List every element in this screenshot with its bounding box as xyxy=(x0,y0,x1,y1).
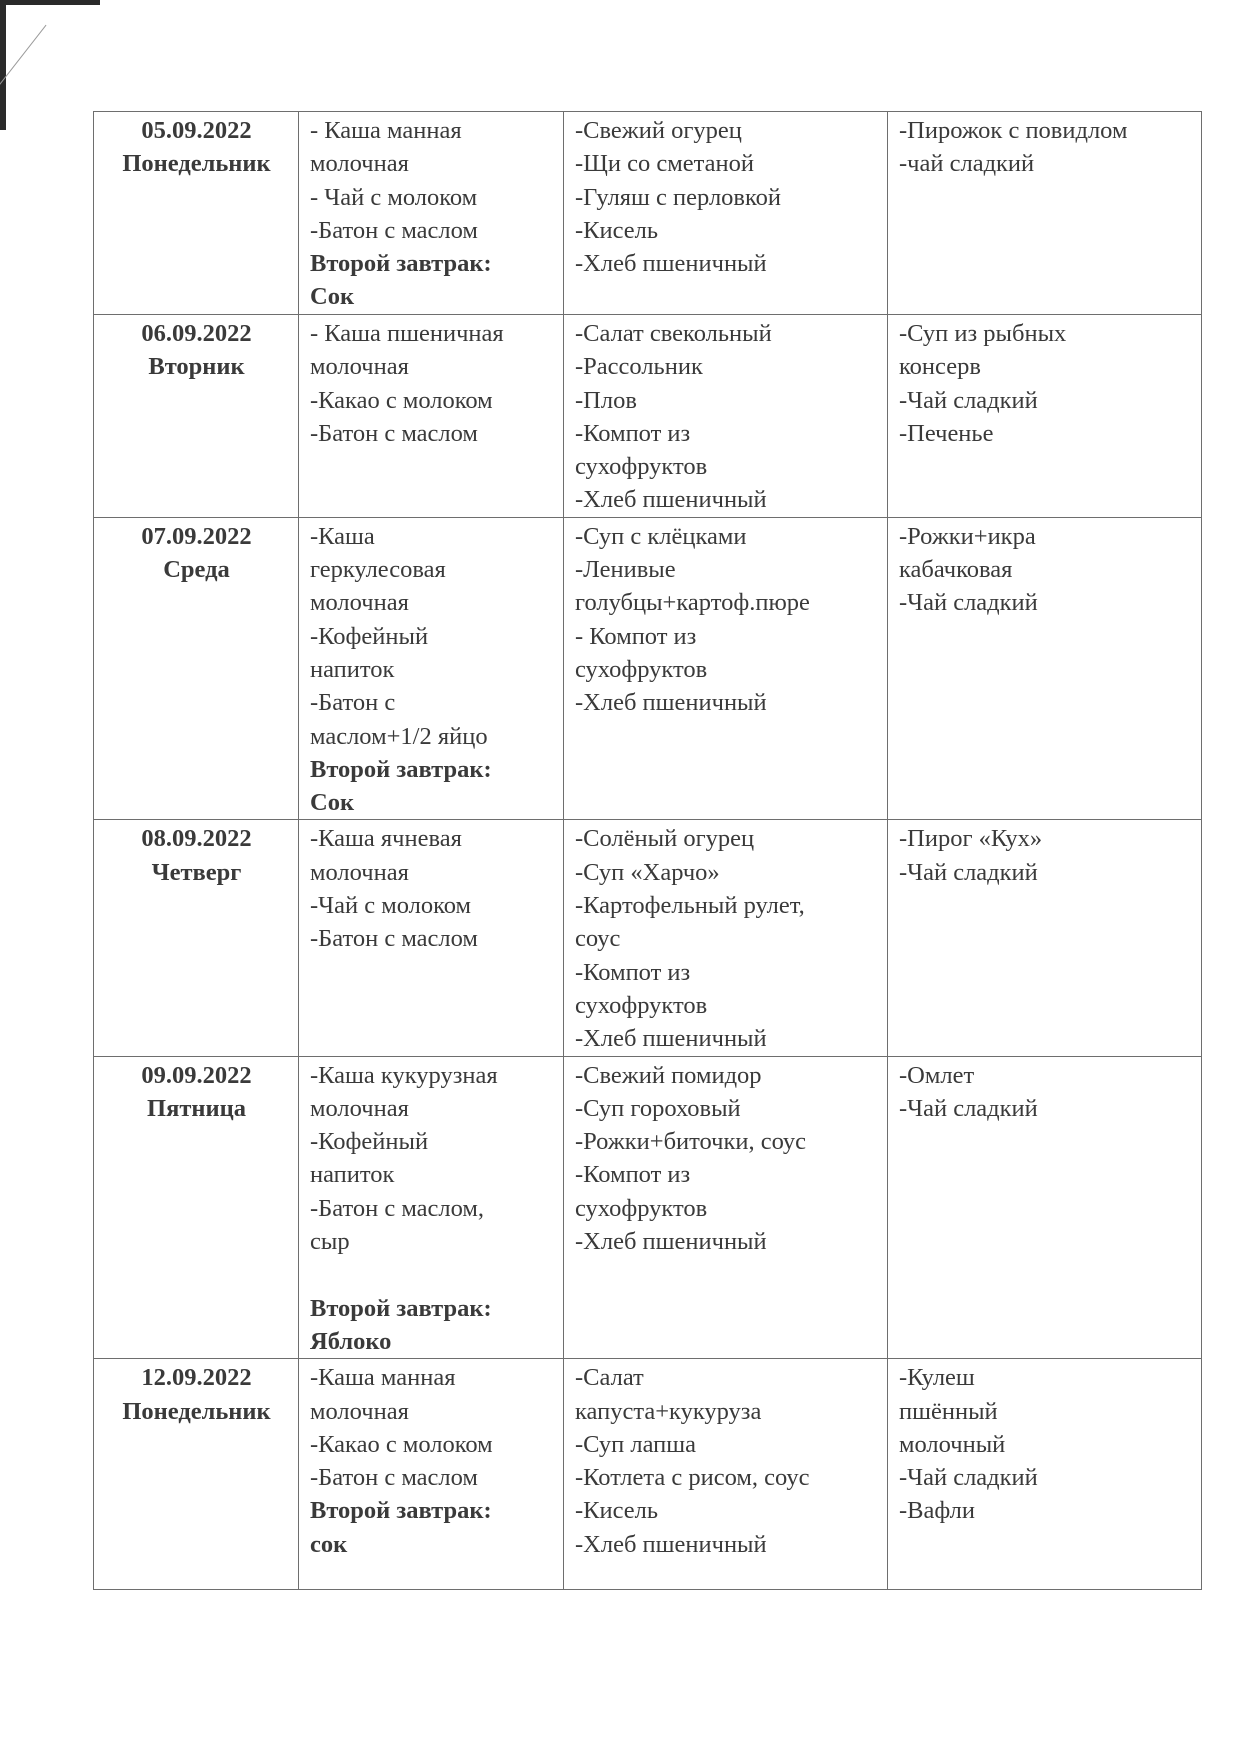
second-breakfast-item: сок xyxy=(310,1530,348,1558)
menu-item: -Суп гороховый xyxy=(575,1094,741,1122)
menu-item: напиток xyxy=(310,655,395,683)
menu-item: -Батон с xyxy=(310,689,396,717)
menu-item: -Хлеб пшеничный xyxy=(575,689,767,717)
menu-item: молочный xyxy=(899,1430,1006,1458)
breakfast-cell xyxy=(299,820,564,1056)
menu-item: -Рассольник xyxy=(575,353,703,381)
menu-item: соус xyxy=(575,925,621,953)
scan-artifact xyxy=(0,25,46,144)
date: 08.09.2022 xyxy=(141,825,252,853)
menu-item: сухофруктов xyxy=(575,453,708,481)
menu-item: -Суп «Харчо» xyxy=(575,858,720,886)
menu-item: -Чай сладкий xyxy=(899,858,1038,886)
menu-item: -Каша xyxy=(310,522,375,550)
breakfast-cell xyxy=(299,112,564,315)
menu-item: -Суп с клёцками xyxy=(575,522,747,550)
snack-cell xyxy=(888,112,1202,315)
menu-item: -Компот из xyxy=(575,958,691,986)
date: 09.09.2022 xyxy=(141,1061,252,1089)
menu-item: -Чай сладкий xyxy=(899,1094,1038,1122)
menu-item: сухофруктов xyxy=(575,991,708,1019)
menu-item: -Рожки+икра xyxy=(899,522,1036,550)
date: 05.09.2022 xyxy=(141,117,252,144)
menu-item: -Омлет xyxy=(899,1061,975,1089)
lunch-cell xyxy=(564,820,888,1056)
menu-item: -Печенье xyxy=(899,419,994,447)
second-breakfast-label: Второй завтрак: xyxy=(310,1294,492,1322)
menu-item: -Свежий огурец xyxy=(575,117,742,144)
menu-item: сыр xyxy=(310,1228,350,1256)
menu-item: -Гуляш с перловкой xyxy=(575,183,782,211)
menu-item: -чай сладкий xyxy=(899,150,1035,178)
day-cell xyxy=(94,1056,299,1359)
menu-item: -Кисель xyxy=(575,1497,659,1525)
day-cell xyxy=(94,820,299,1056)
menu-item: -Кулеш xyxy=(899,1364,975,1392)
menu-item: -Свежий помидор xyxy=(575,1061,762,1089)
weekday: Вторник xyxy=(148,353,245,381)
menu-item: молочная xyxy=(310,858,409,886)
day-cell xyxy=(94,112,299,315)
menu-item: молочная xyxy=(310,1397,409,1425)
breakfast-cell xyxy=(299,315,564,518)
menu-item: молочная xyxy=(310,353,409,381)
date: 12.09.2022 xyxy=(141,1364,252,1392)
menu-item: -Ленивые xyxy=(575,556,676,584)
weekday: Пятница xyxy=(147,1094,246,1122)
menu-row xyxy=(94,820,1202,1056)
menu-item: -Каша манная xyxy=(310,1364,456,1392)
menu-item: -Суп лапша xyxy=(575,1430,697,1458)
menu-item: -Каша кукурузная xyxy=(310,1061,498,1089)
menu-item: -Какао с молоком xyxy=(310,386,493,414)
menu-item: -Батон с маслом xyxy=(310,216,478,244)
lunch-cell xyxy=(564,517,888,820)
menu-item: -Каша ячневая xyxy=(310,825,462,853)
menu-table xyxy=(93,111,1202,1590)
day-cell xyxy=(94,517,299,820)
snack-cell xyxy=(888,517,1202,820)
menu-item: маслом+1/2 яйцо xyxy=(310,722,488,750)
breakfast-cell xyxy=(299,1359,564,1590)
menu-row xyxy=(94,1359,1202,1590)
snack-cell xyxy=(888,820,1202,1056)
menu-item: сухофруктов xyxy=(575,1194,708,1222)
menu-item: молочная xyxy=(310,589,409,617)
menu-row xyxy=(94,315,1202,518)
breakfast-cell xyxy=(299,1056,564,1359)
menu-item: -Пирог «Кух» xyxy=(899,825,1043,853)
menu-item: голубцы+картоф.пюре xyxy=(575,589,810,617)
menu-item: -Батон с маслом xyxy=(310,925,478,953)
breakfast-cell xyxy=(299,517,564,820)
snack-cell xyxy=(888,315,1202,518)
second-breakfast-label: Второй завтрак: xyxy=(310,1497,492,1525)
menu-item: -Щи со сметаной xyxy=(575,150,754,178)
menu-item: -Котлета с рисом, соус xyxy=(575,1464,810,1492)
date: 07.09.2022 xyxy=(141,522,252,550)
menu-item: молочная xyxy=(310,1094,409,1122)
menu-item: -Чай сладкий xyxy=(899,589,1038,617)
lunch-cell xyxy=(564,1056,888,1359)
menu-item: -Салат свекольный xyxy=(575,320,772,347)
menu-item: -Компот из xyxy=(575,419,691,447)
menu-item: -Кофейный xyxy=(310,622,429,650)
menu-item: капуста+кукуруза xyxy=(575,1397,762,1425)
scan-artifact xyxy=(0,0,100,5)
menu-item: -Батон с маслом xyxy=(310,419,478,447)
second-breakfast-item: Яблоко xyxy=(310,1327,392,1355)
menu-item: -Вафли xyxy=(899,1497,975,1525)
menu-item: -Хлеб пшеничный xyxy=(575,1228,767,1256)
second-breakfast-label: Второй завтрак: xyxy=(310,755,492,783)
menu-item: -Чай с молоком xyxy=(310,892,472,920)
weekday: Среда xyxy=(163,556,230,584)
second-breakfast-label: Второй завтрак: xyxy=(310,250,492,278)
menu-item: -Суп из рыбных xyxy=(899,320,1067,347)
weekday: Понедельник xyxy=(122,150,271,178)
menu-item: -Хлеб пшеничный xyxy=(575,1025,767,1053)
menu-item: -Хлеб пшеничный xyxy=(575,250,767,278)
weekday: Понедельник xyxy=(122,1397,271,1425)
menu-item: -Кофейный xyxy=(310,1128,429,1156)
snack-cell xyxy=(888,1056,1202,1359)
menu-item: - Чай с молоком xyxy=(310,183,478,211)
menu-item: -Хлеб пшеничный xyxy=(575,1530,767,1558)
scan-artifact xyxy=(0,0,6,130)
menu-item: -Хлеб пшеничный xyxy=(575,486,767,514)
menu-item: пшённый xyxy=(899,1397,998,1425)
menu-item: -Кисель xyxy=(575,216,659,244)
menu-item: геркулесовая xyxy=(310,556,446,584)
menu-row xyxy=(94,112,1202,315)
menu-item: -Пирожок с повидлом xyxy=(899,117,1128,144)
menu-item: консерв xyxy=(899,353,981,381)
menu-item: -Солёный огурец xyxy=(575,825,755,853)
lunch-cell xyxy=(564,112,888,315)
menu-row xyxy=(94,1056,1202,1359)
menu-item: -Компот из xyxy=(575,1161,691,1189)
menu-item: -Батон с маслом, xyxy=(310,1194,485,1222)
menu-item: кабачковая xyxy=(899,556,1013,584)
menu-item: -Салат xyxy=(575,1364,644,1392)
menu-item: -Батон с маслом xyxy=(310,1464,478,1492)
menu-item: - Компот из xyxy=(575,622,697,650)
spacer xyxy=(310,1258,553,1291)
menu-item: -Чай сладкий xyxy=(899,386,1038,414)
menu-item: сухофруктов xyxy=(575,655,708,683)
snack-cell xyxy=(888,1359,1202,1590)
date: 06.09.2022 xyxy=(141,320,252,347)
menu-item: молочная xyxy=(310,150,409,178)
menu-item: -Картофельный рулет, xyxy=(575,892,805,920)
menu-item: напиток xyxy=(310,1161,395,1189)
menu-item: - Каша манная xyxy=(310,117,462,144)
lunch-cell xyxy=(564,315,888,518)
day-cell xyxy=(94,315,299,518)
lunch-cell xyxy=(564,1359,888,1590)
menu-item: -Рожки+биточки, соус xyxy=(575,1128,807,1156)
second-breakfast-item: Сок xyxy=(310,283,355,311)
menu-item: -Какао с молоком xyxy=(310,1430,493,1458)
second-breakfast-item: Сок xyxy=(310,789,355,817)
weekday: Четверг xyxy=(151,858,242,886)
menu-item: - Каша пшеничная xyxy=(310,320,504,347)
menu-item: -Чай сладкий xyxy=(899,1464,1038,1492)
menu-row xyxy=(94,517,1202,820)
day-cell xyxy=(94,1359,299,1590)
menu-item: -Плов xyxy=(575,386,637,414)
